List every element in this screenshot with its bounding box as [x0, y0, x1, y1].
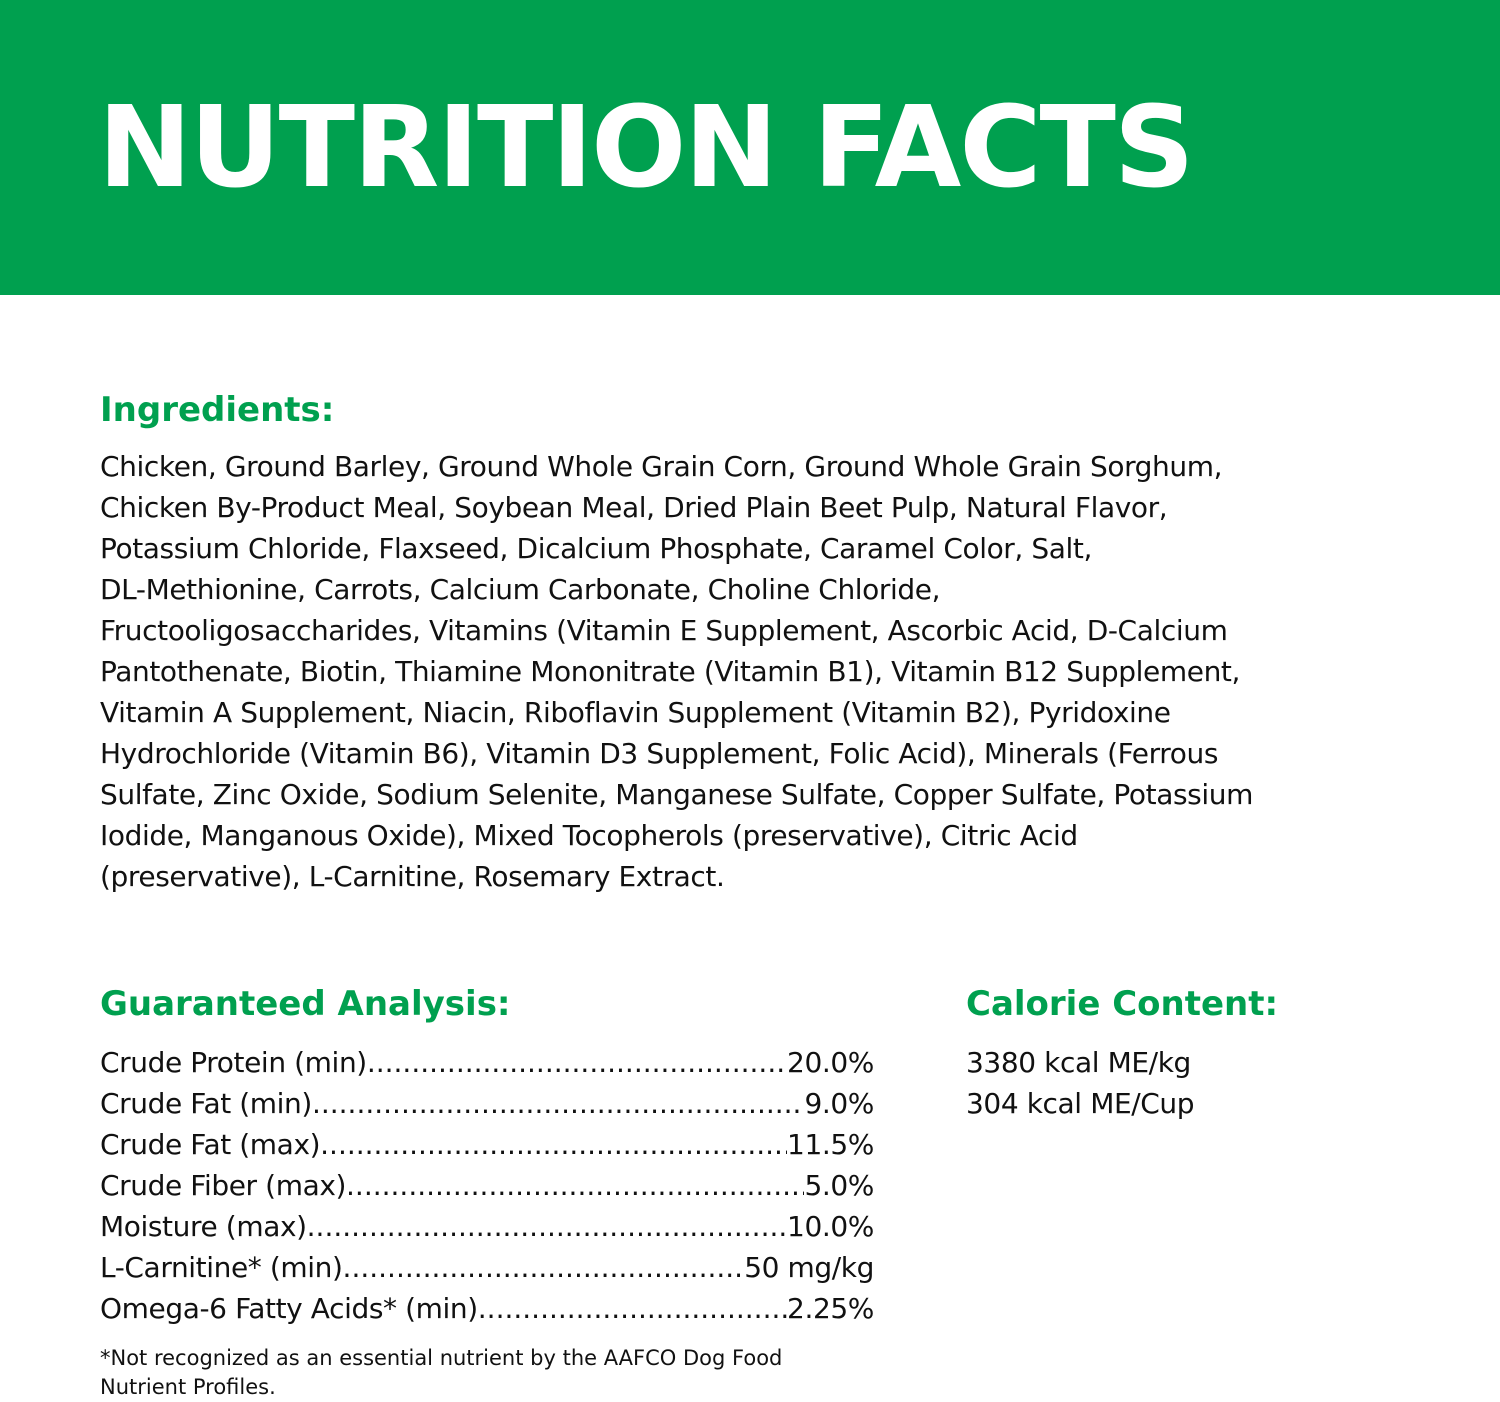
analysis-label: Crude Fat (max): [100, 1128, 321, 1161]
analysis-label: Crude Protein (min): [100, 1046, 367, 1079]
header-banner: [0, 0, 1500, 295]
ingredients-line: Chicken, Ground Barley, Ground Whole Grain Corn, Ground Whole Grain Sorghum,: [100, 450, 1223, 483]
analysis-label: L-Carnitine* (min): [100, 1251, 343, 1284]
dot-leader: [478, 1288, 787, 1329]
analysis-value: 5.0%: [804, 1169, 874, 1202]
ingredients-line: Chicken By-Product Meal, Soybean Meal, Dried Plain Beet Pulp, Natural Flavor,: [100, 491, 1168, 524]
analysis-value: 9.0%: [804, 1087, 874, 1120]
ingredients-line: Iodide, Manganous Oxide), Mixed Tocopherols (preservative), Citric Acid: [100, 819, 1078, 852]
ingredients-line: Pantothenate, Biotin, Thiamine Mononitrate (Vitamin B1), Vitamin B12 Supplement,: [100, 655, 1241, 688]
calorie-content-list: [966, 1042, 1194, 1124]
dot-leader: [346, 1165, 804, 1206]
guaranteed-analysis-table: [100, 1042, 874, 1329]
ingredients-line: Fructooligosaccharides, Vitamins (Vitamin E Supplement, Ascorbic Acid, D-Calcium: [100, 614, 1228, 647]
analysis-label: Omega-6 Fatty Acids* (min): [100, 1292, 478, 1325]
dot-leader: [320, 1124, 787, 1165]
ingredients-line: (preservative), L-Carnitine, Rosemary Extract.: [100, 860, 725, 893]
analysis-row-moisture: [100, 1206, 874, 1247]
ingredients-line: Vitamin A Supplement, Niacin, Riboflavin Supplement (Vitamin B2), Pyridoxine: [100, 696, 1171, 729]
ingredients-line: DL-Methionine, Carrots, Calcium Carbonate, Choline Chloride,: [100, 573, 941, 606]
footnote-line: Nutrient Profiles.: [100, 1375, 276, 1399]
analysis-row-crude-protein: [100, 1042, 874, 1083]
analysis-value: 11.5%: [787, 1128, 874, 1161]
analysis-row-crude-fat-max: [100, 1124, 874, 1165]
page-title: NUTRITION FACTS: [98, 83, 1193, 213]
guaranteed-analysis-heading: Guaranteed Analysis:: [100, 984, 511, 1024]
ingredients-heading: Ingredients:: [100, 390, 335, 430]
calorie-content-heading: Calorie Content:: [966, 984, 1279, 1024]
calorie-per-kg: 3380 kcal ME/kg: [966, 1046, 1191, 1079]
ingredients-line: Potassium Chloride, Flaxseed, Dicalcium Phosphate, Caramel Color, Salt,: [100, 532, 1093, 565]
footnote: [100, 1344, 900, 1402]
analysis-label: Crude Fat (min): [100, 1087, 312, 1120]
analysis-row-l-carnitine: [100, 1247, 874, 1288]
footnote-line: *Not recognized as an essential nutrient by the AAFCO Dog Food: [100, 1346, 783, 1370]
analysis-value: 10.0%: [787, 1210, 874, 1243]
ingredients-line: Hydrochloride (Vitamin B6), Vitamin D3 Supplement, Folic Acid), Minerals (Ferrous: [100, 737, 1219, 770]
analysis-value: 20.0%: [787, 1046, 874, 1079]
analysis-value: 2.25%: [787, 1292, 874, 1325]
analysis-label: Moisture (max): [100, 1210, 307, 1243]
analysis-row-crude-fat-min: [100, 1083, 874, 1124]
dot-leader: [343, 1247, 745, 1288]
calorie-per-cup: 304 kcal ME/Cup: [966, 1087, 1195, 1120]
analysis-row-crude-fiber: [100, 1165, 874, 1206]
analysis-value: 50 mg/kg: [744, 1251, 874, 1284]
dot-leader: [307, 1206, 787, 1247]
analysis-label: Crude Fiber (max): [100, 1169, 347, 1202]
dot-leader: [367, 1042, 787, 1083]
analysis-row-omega-6: [100, 1288, 874, 1329]
ingredients-line: Sulfate, Zinc Oxide, Sodium Selenite, Manganese Sulfate, Copper Sulfate, Potassium: [100, 778, 1253, 811]
ingredients-list: [100, 446, 1370, 897]
dot-leader: [312, 1083, 805, 1124]
